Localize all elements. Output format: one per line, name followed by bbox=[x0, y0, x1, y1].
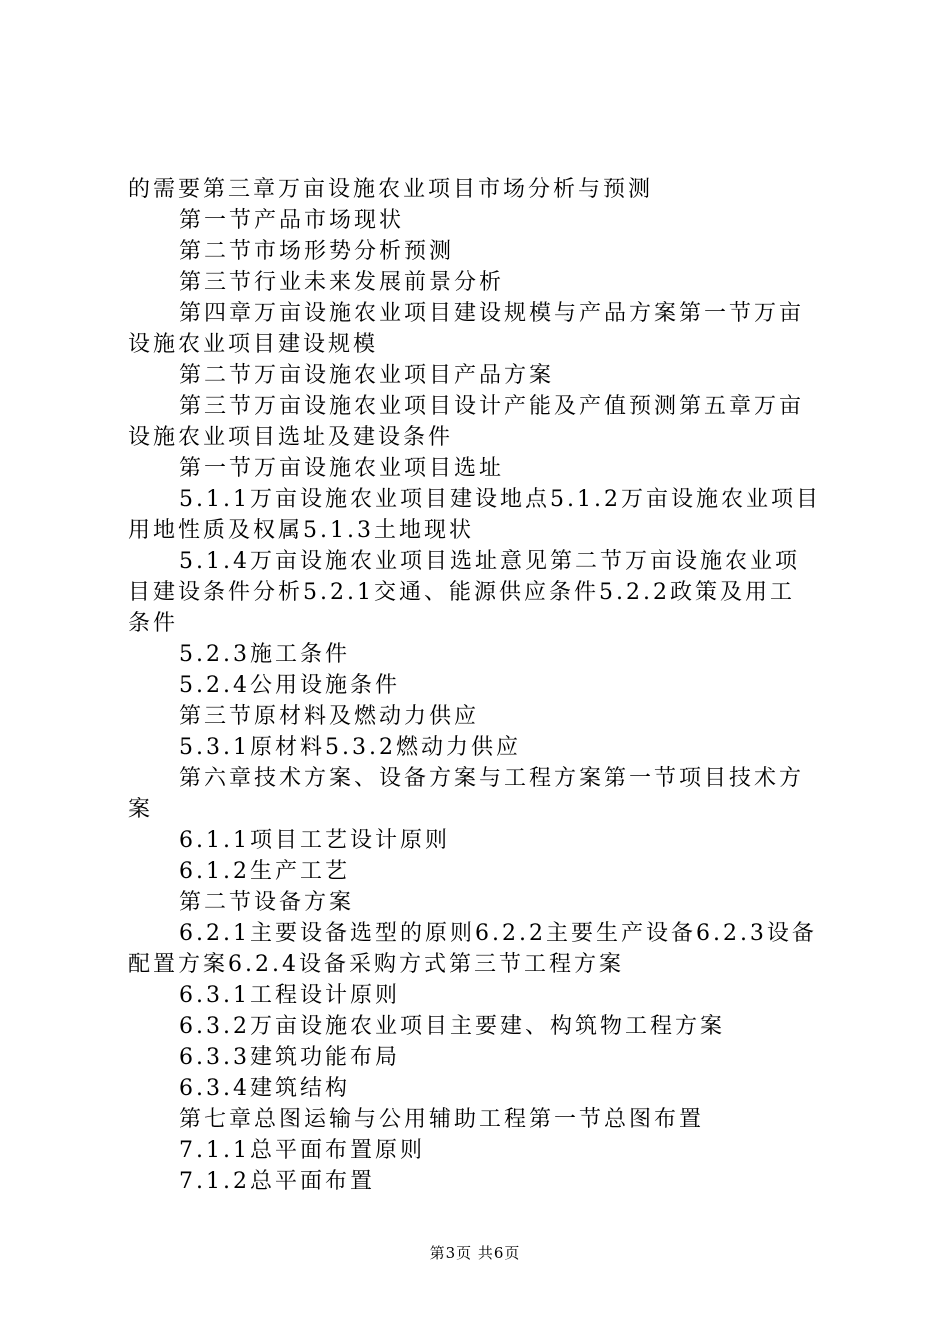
text-line: 条件 bbox=[128, 611, 179, 636]
text-line: 6.3.2万亩设施农业项目主要建、构筑物工程方案 bbox=[179, 1014, 725, 1039]
text-line: 第一节万亩设施农业项目选址 bbox=[179, 456, 505, 481]
text-line: 第一节产品市场现状 bbox=[179, 208, 405, 233]
text-line: 第三节原材料及燃动力供应 bbox=[179, 704, 480, 729]
text-line: 第二节万亩设施农业项目产品方案 bbox=[179, 363, 555, 388]
text-line: 6.3.1工程设计原则 bbox=[179, 983, 400, 1008]
text-line: 案 bbox=[128, 797, 154, 822]
text-line: 7.1.2总平面布置 bbox=[179, 1169, 375, 1194]
text-line: 第二节设备方案 bbox=[179, 890, 355, 915]
text-line: 第四章万亩设施农业项目建设规模与产品方案第一节万亩 bbox=[179, 301, 805, 326]
text-line: 的需要第三章万亩设施农业项目市场分析与预测 bbox=[128, 177, 654, 202]
text-line: 设施农业项目选址及建设条件 bbox=[128, 425, 454, 450]
text-line: 目建设条件分析5.2.1交通、能源供应条件5.2.2政策及用工 bbox=[128, 580, 795, 605]
text-line: 5.3.1原材料5.3.2燃动力供应 bbox=[179, 735, 521, 760]
text-line: 7.1.1总平面布置原则 bbox=[179, 1138, 425, 1163]
text-line: 配置方案6.2.4设备采购方式第三节工程方案 bbox=[128, 952, 624, 977]
text-line: 6.3.4建筑结构 bbox=[179, 1076, 350, 1101]
text-line: 5.2.3施工条件 bbox=[179, 642, 350, 667]
text-line: 第六章技术方案、设备方案与工程方案第一节项目技术方 bbox=[179, 766, 805, 791]
text-line: 6.2.1主要设备选型的原则6.2.2主要生产设备6.2.3设备 bbox=[179, 921, 817, 946]
text-line: 5.1.1万亩设施农业项目建设地点5.1.2万亩设施农业项目 bbox=[179, 487, 821, 512]
text-line: 第三节万亩设施农业项目设计产能及产值预测第五章万亩 bbox=[179, 394, 805, 419]
text-line: 用地性质及权属5.1.3土地现状 bbox=[128, 518, 474, 543]
text-line: 6.1.2生产工艺 bbox=[179, 859, 350, 884]
text-line: 设施农业项目建设规模 bbox=[128, 332, 379, 357]
text-line: 6.1.1项目工艺设计原则 bbox=[179, 828, 450, 853]
text-line: 5.2.4公用设施条件 bbox=[179, 673, 400, 698]
text-line: 第三节行业未来发展前景分析 bbox=[179, 270, 505, 295]
page-footer: 第3页 共6页 bbox=[429, 1244, 521, 1262]
text-line: 6.3.3建筑功能布局 bbox=[179, 1045, 400, 1070]
text-line: 第七章总图运输与公用辅助工程第一节总图布置 bbox=[179, 1107, 705, 1132]
text-line: 第二节市场形势分析预测 bbox=[179, 239, 455, 264]
text-line: 5.1.4万亩设施农业项目选址意见第二节万亩设施农业项 bbox=[179, 549, 800, 574]
document-body bbox=[128, 174, 836, 1197]
